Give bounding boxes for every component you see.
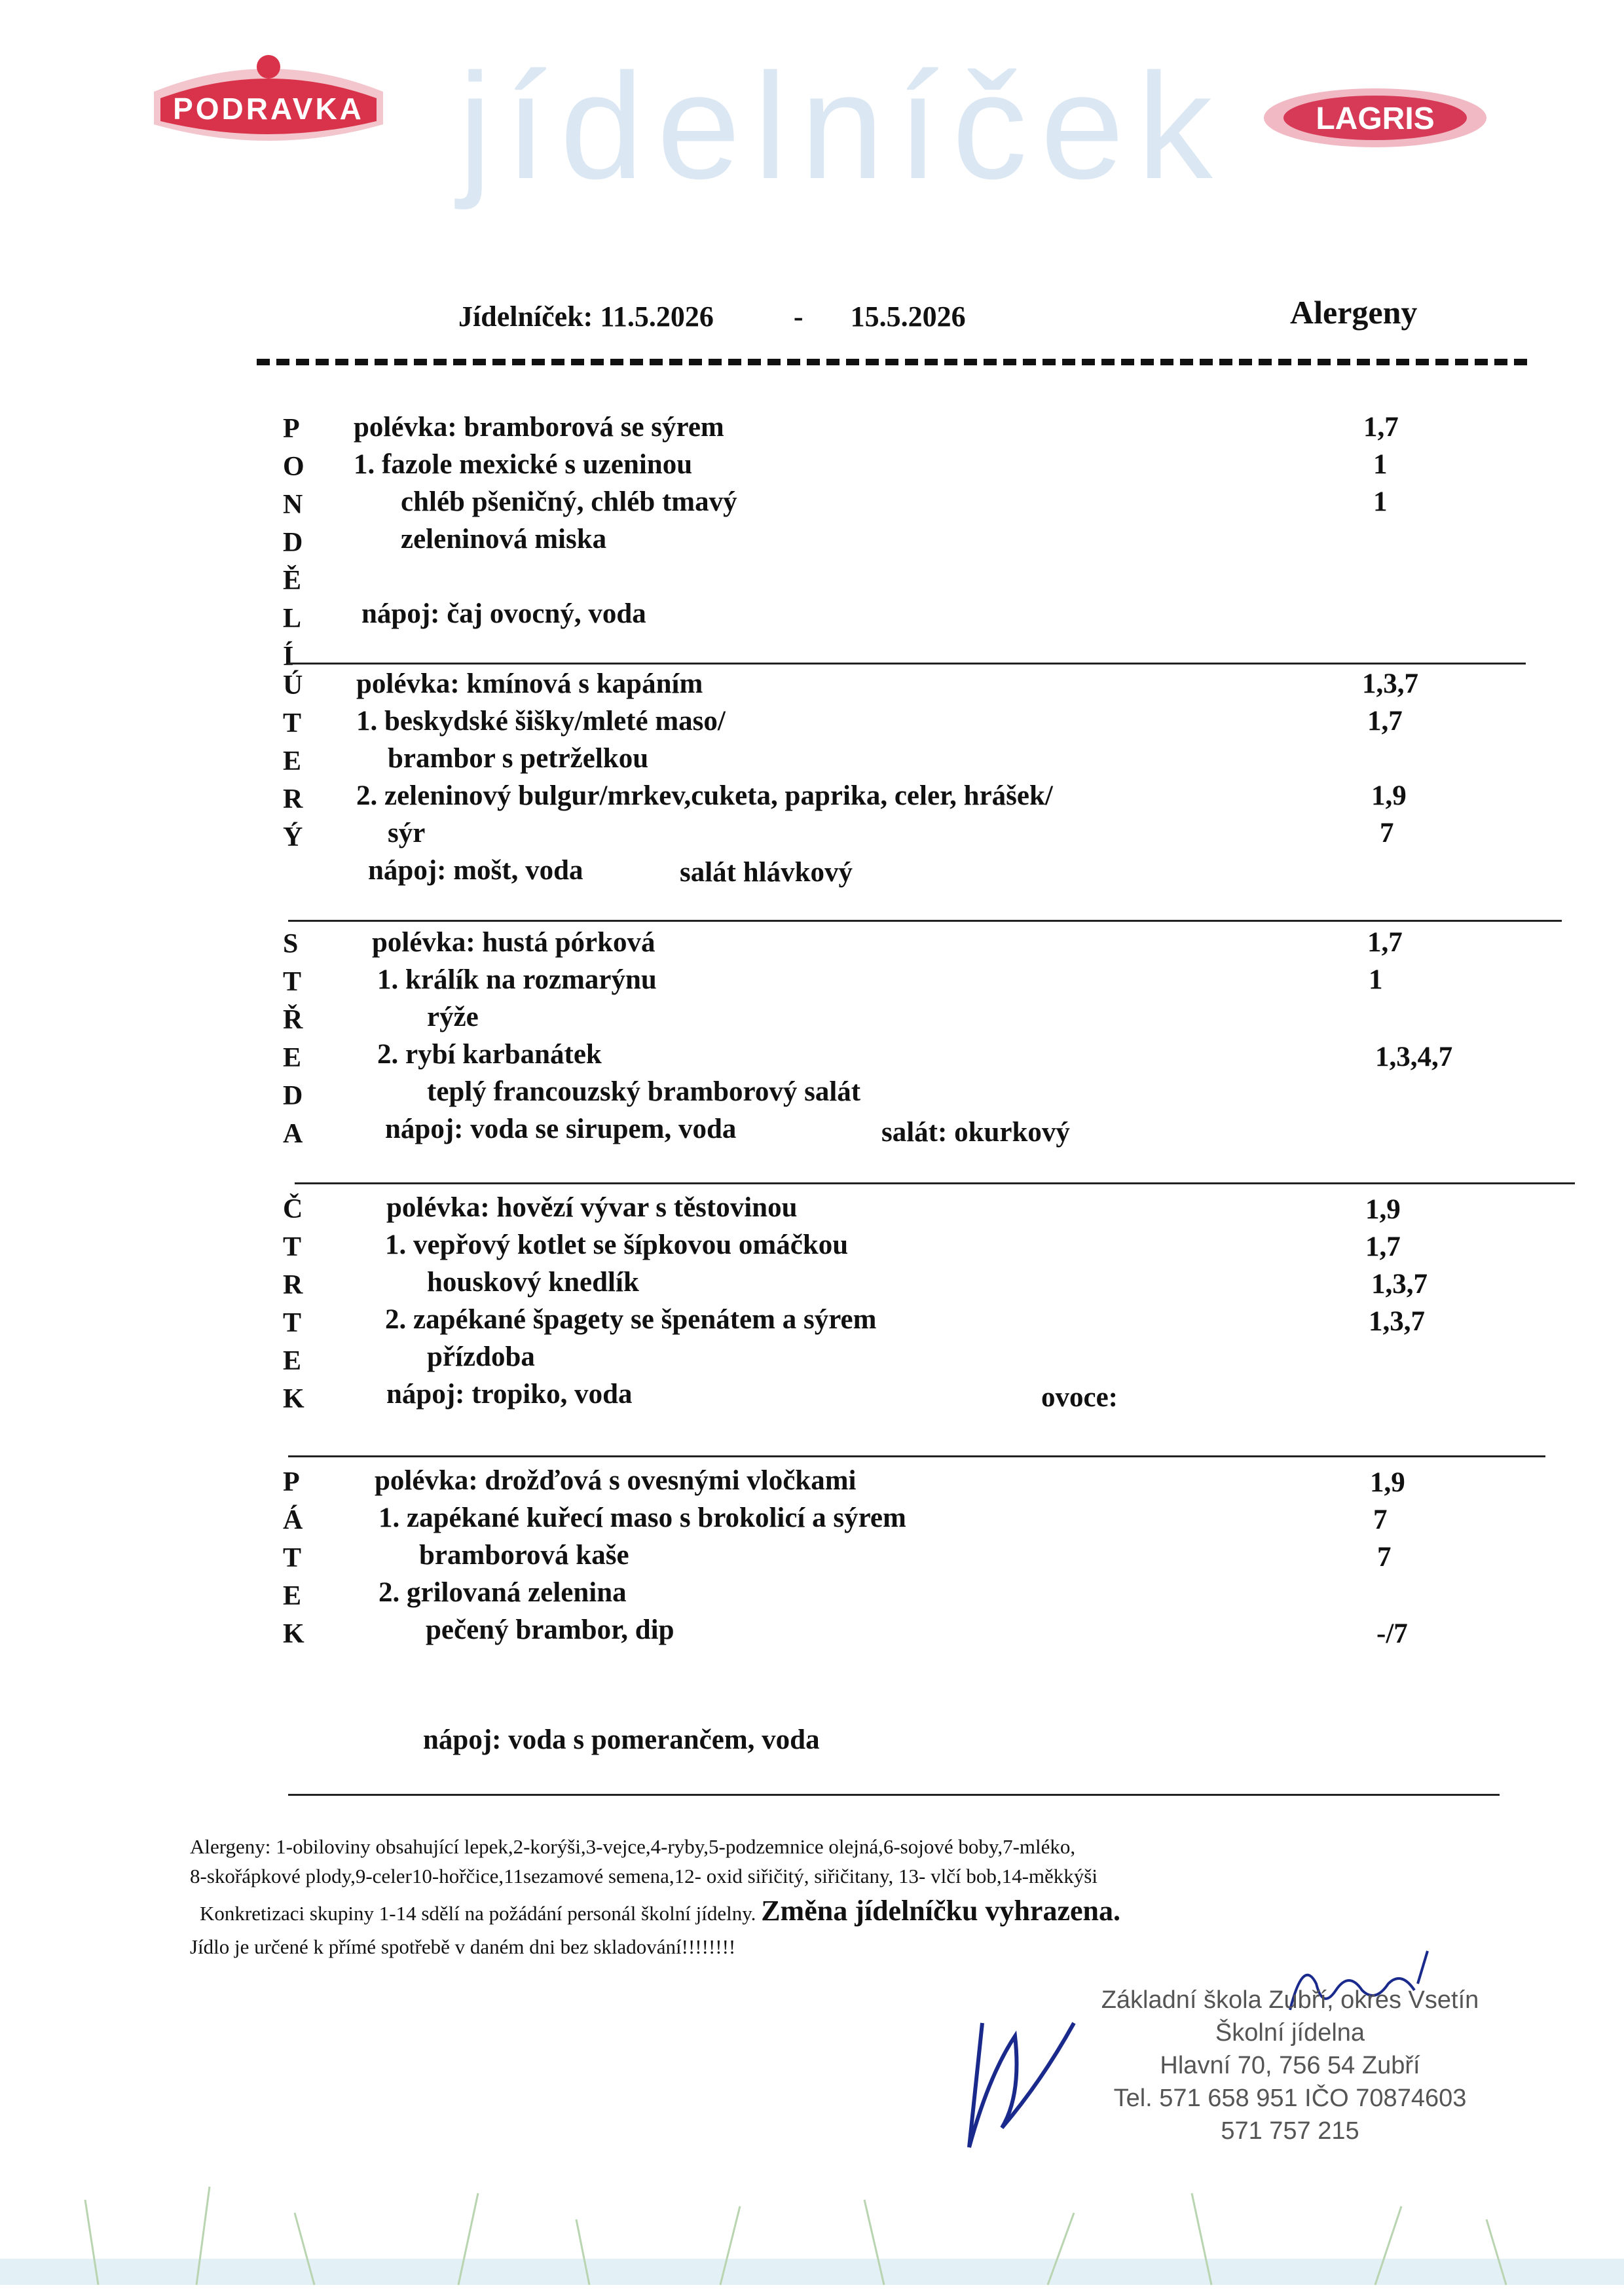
friday-drink: nápoj: voda s pomerančem, voda [423,1724,820,1755]
friday-allergens-side-1: 7 [1377,1542,1392,1573]
friday-allergens-soup: 1,9 [1370,1467,1405,1498]
podravka-logo-text: PODRAVKA [173,92,364,126]
tuesday-allergens-side-2: 7 [1380,818,1394,848]
day-letters-thursday: Č T R T E K [283,1194,304,1414]
tuesday-soup: polévka: kmínová s kapáním [356,668,703,699]
menu-title: Jídelníček: 11.5.2026 [458,301,714,333]
lagris-logo [1257,82,1493,157]
thursday-side-2: přízdoba [427,1341,535,1372]
wednesday-side-2: teplý francouzský bramborový salát [427,1076,861,1107]
lagris-logo-text: LAGRIS [1316,101,1435,136]
monday-soup: polévka: bramborová se sýrem [354,412,724,443]
monday-drink: nápoj: čaj ovocný, voda [361,598,646,629]
tuesday-allergens-soup: 1,3,7 [1362,668,1418,699]
stamp-line-1: Základní škola Zubří, okres Vsetín [1101,1986,1479,2014]
allergen-legend-line-2: 8-skořápkové plody,9-celer10-hořčice,11sezamové semena,12- oxid siřičitý, siřičitany, 13- vlčí bob,14-měkkýši [190,1865,1098,1887]
allergens-heading: Alergeny [1290,294,1418,331]
tuesday-salad: salát hlávkový [680,857,853,888]
thursday-drink: nápoj: tropiko, voda [386,1379,633,1410]
date-dash: - [793,301,803,333]
tuesday-main-2: 2. zeleninový bulgur/mrkev,cuketa, paprika, celer, hrášek/ [356,780,1053,811]
day-letters-monday: P O N D Ě L Í [283,414,304,672]
grass-decoration [0,2160,1624,2296]
separator-thursday [288,1455,1545,1457]
friday-allergens-main-1: 7 [1373,1504,1388,1535]
school-stamp [1074,1984,1506,2147]
footer-notice [200,1894,1120,1927]
wednesday-main-2: 2. rybí karbanátek [377,1039,602,1070]
monday-side-2: zeleninová miska [401,524,607,555]
friday-allergens-side-2: -/7 [1376,1618,1408,1649]
friday-side-1: bramborová kaše [419,1540,629,1571]
monday-side-1: chléb pšeničný, chléb tmavý [401,486,737,517]
friday-main-1: 1. zapékané kuřecí maso s brokolicí a sýrem [378,1503,906,1533]
tuesday-allergens-main-1: 1,7 [1367,706,1403,737]
day-letters-friday: P Á T E K [283,1467,304,1649]
wednesday-soup: polévka: hustá pórková [372,927,655,958]
separator-wednesday [295,1182,1575,1184]
wednesday-salad: salát: okurkový [881,1117,1070,1148]
watermark-title: jídelníček [458,42,1226,210]
monday-allergens-soup: 1,7 [1363,412,1399,443]
tuesday-side-2: sýr [388,818,426,848]
wednesday-allergens-soup: 1,7 [1367,927,1403,958]
thursday-side-1: houskový knedlík [427,1267,639,1298]
wednesday-side-1: rýže [427,1002,479,1032]
stamp-line-5: 571 757 215 [1221,2117,1359,2145]
menu-change-notice: Změna jídelníčku vyhrazena. [761,1895,1120,1927]
stamp-line-4: Tel. 571 658 951 IČO 70874603 [1113,2085,1467,2112]
monday-allergens-side-1: 1 [1373,486,1388,517]
wednesday-allergens-main-2: 1,3,4,7 [1375,1042,1453,1072]
tuesday-side-1: brambor s petrželkou [388,743,649,774]
thursday-main-1: 1. vepřový kotlet se šípkovou omáčkou [385,1230,849,1260]
friday-main-2: 2. grilovaná zelenina [378,1577,627,1608]
stamp-line-2: Školní jídelna [1215,2019,1365,2047]
tuesday-allergens-main-2: 1,9 [1371,780,1407,811]
tuesday-drink: nápoj: mošt, voda [368,855,583,886]
friday-soup: polévka: drožďová s ovesnými vločkami [375,1465,857,1496]
allergen-legend-line-1: Alergeny: 1-obiloviny obsahující lepek,2-korýši,3-vejce,4-ryby,5-podzemnice olejná,6-sojové boby,7-mléko, [190,1835,1076,1858]
thursday-soup: polévka: hovězí vývar s těstovinou [386,1192,798,1223]
footer-storage-note: Jídlo je určené k přímé spotřebě v daném dni bez skladování!!!!!!!! [190,1935,736,1958]
dashed-separator [257,359,1527,365]
monday-main-1: 1. fazole mexické s uzeninou [354,449,693,480]
separator-friday [288,1794,1500,1796]
separator-tuesday [288,920,1562,922]
friday-side-2: pečený brambor, dip [426,1614,674,1645]
monday-allergens-main-1: 1 [1373,449,1388,480]
tuesday-main-1: 1. beskydské šišky/mleté maso/ [356,706,726,737]
menu-end-date: 15.5.2026 [850,301,966,333]
day-letters-tuesday: Ú T E R Ý [283,670,303,852]
thursday-main-2: 2. zapékané špagety se špenátem a sýrem [385,1304,877,1335]
thursday-allergens-main-1: 1,7 [1365,1231,1401,1262]
podravka-logo [141,52,396,151]
wednesday-allergens-main-1: 1 [1369,964,1383,995]
day-letters-wednesday: S T Ř E D A [283,929,303,1149]
stamp-line-3: Hlavní 70, 756 54 Zubří [1160,2052,1420,2079]
thursday-allergens-soup: 1,9 [1365,1194,1401,1225]
wednesday-main-1: 1. králík na rozmarýnu [377,964,657,995]
thursday-fruit: ovoce: [1041,1382,1118,1413]
separator-monday [288,663,1526,665]
menu-date-range [458,300,966,333]
thursday-allergens-side-1: 1,3,7 [1371,1269,1428,1300]
wednesday-drink: nápoj: voda se sirupem, voda [385,1114,737,1144]
thursday-allergens-main-2: 1,3,7 [1369,1306,1425,1337]
footer-notice-text: Konkretizaci skupiny 1-14 sdělí na požádání personál školní jídelny. [200,1902,756,1925]
